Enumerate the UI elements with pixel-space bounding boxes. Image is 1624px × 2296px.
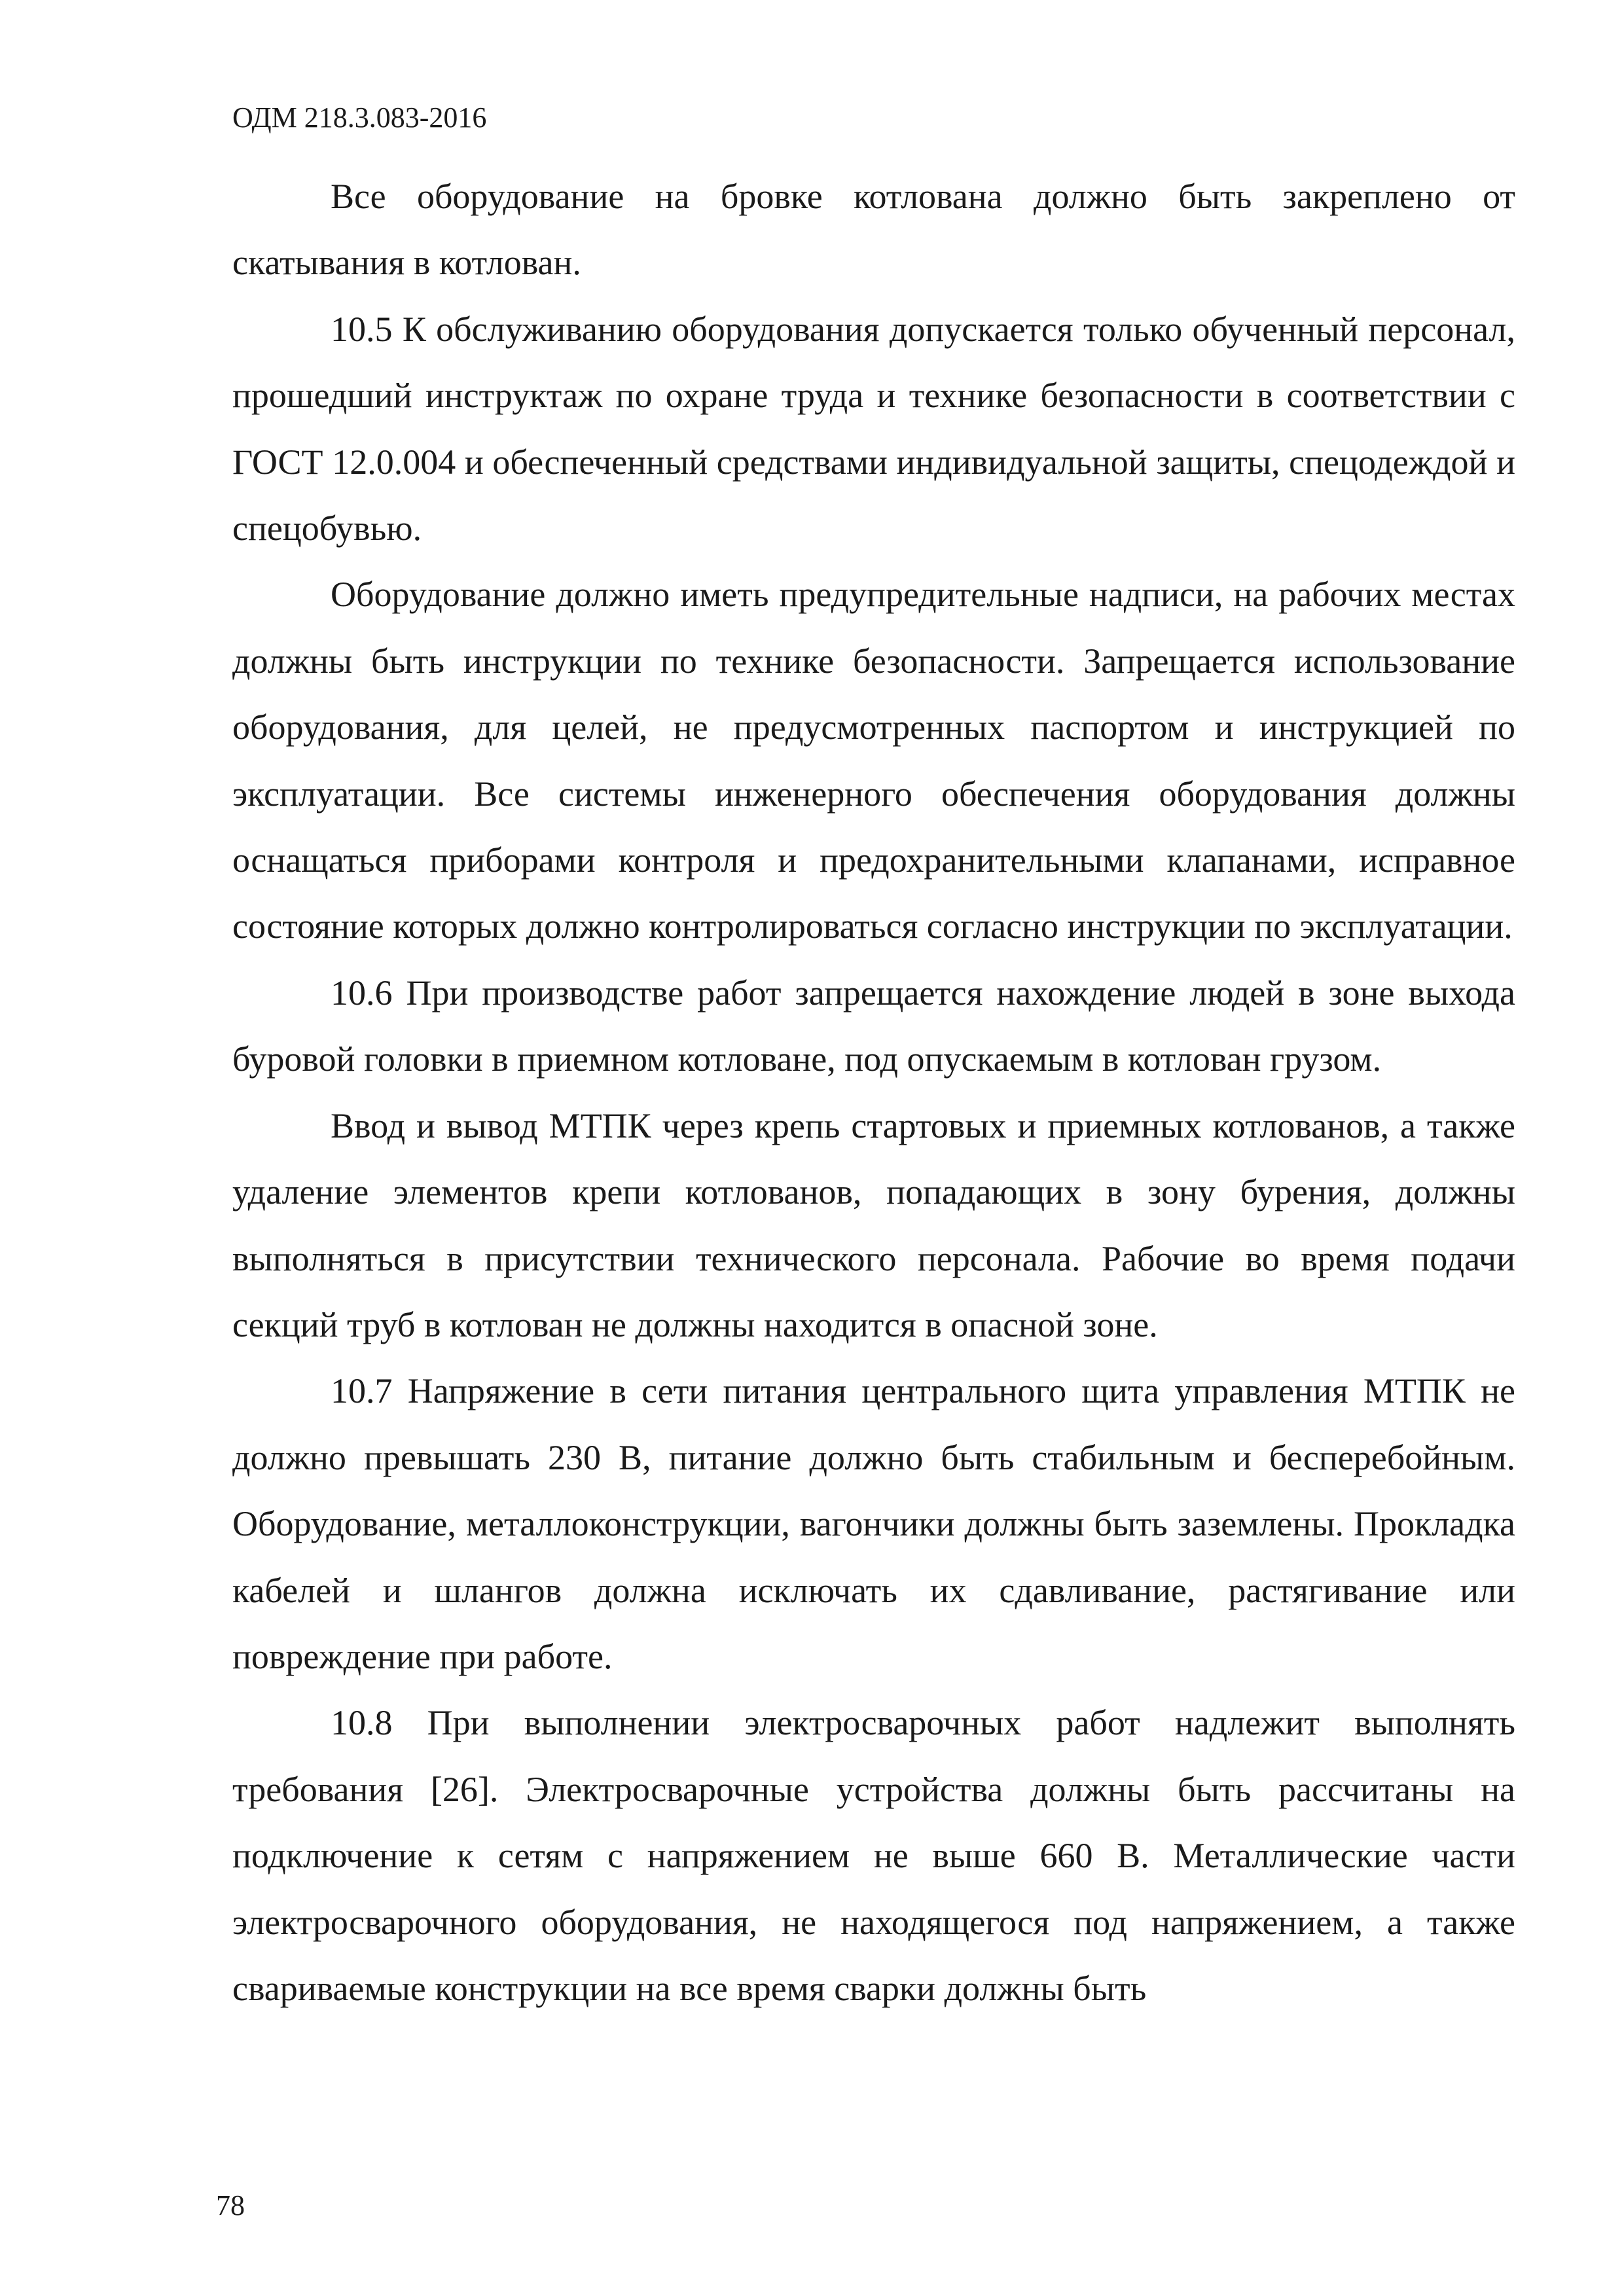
paragraph-equipment-fixing: Все оборудование на бровке котлована должно быть закреплено от скатывания в котлован. [232, 177, 1515, 283]
paragraph-warning-signs: Оборудование должно иметь предупредительные надписи, на рабочих местах должны быть инструкции по технике безопасности. Запрещается использование оборудования, для целей, не предусмотренных паспортом и инструкцией по эксплуатации. Все системы инженерного обеспечения оборудования должны оснащаться приборами контроля и предохранительными клапанами, исправное состояние которых должно контролироваться согласно инструкции по эксплуатации. [232, 575, 1515, 946]
paragraph-10-5: 10.5 К обслуживанию оборудования допускается только обученный персонал, прошедший инструктаж по охране труда и технике безопасности в соответствии с ГОСТ 12.0.004 и обеспеченный средствами индивидуальной защиты, спецодеждой и спецобувью. [232, 309, 1515, 548]
paragraph-10-6: 10.6 При производстве работ запрещается нахождение людей в зоне выхода буровой головки в приемном котловане, под опускаемым в котлован грузом. [232, 973, 1515, 1079]
paragraph-10-7: 10.7 Напряжение в сети питания центрального щита управления МТПК не должно превышать 230 В, питание должно быть стабильным и бесперебойным. Оборудование, металлоконструкции, вагончики должны быть заземлены. Прокладка кабелей и шлангов должна исключать их сдавливание, растягивание или повреждение при работе. [232, 1371, 1515, 1676]
document-code-header: ОДМ 218.3.083-2016 [232, 101, 487, 134]
body-text [232, 164, 1515, 2022]
paragraph-mtpk-entry: Ввод и вывод МТПК через крепь стартовых и приемных котлованов, а также удаление элементов крепи котлованов, попадающих в зону бурения, должны выполняться в присутствии технического персонала. Рабочие во время подачи секций труб в котлован не должны находится в опасной зоне. [232, 1105, 1515, 1344]
paragraph-10-8: 10.8 При выполнении электросварочных работ надлежит выполнять требования [26]. Электросварочные устройства должны быть рассчитаны на подключение к сетям с напряжением не выше 660 В. Металлические части электросварочного оборудования, не находящегося под напряжением, а также свариваемые конструкции на все время сварки должны быть [232, 1703, 1515, 2008]
page-number: 78 [216, 2189, 245, 2221]
